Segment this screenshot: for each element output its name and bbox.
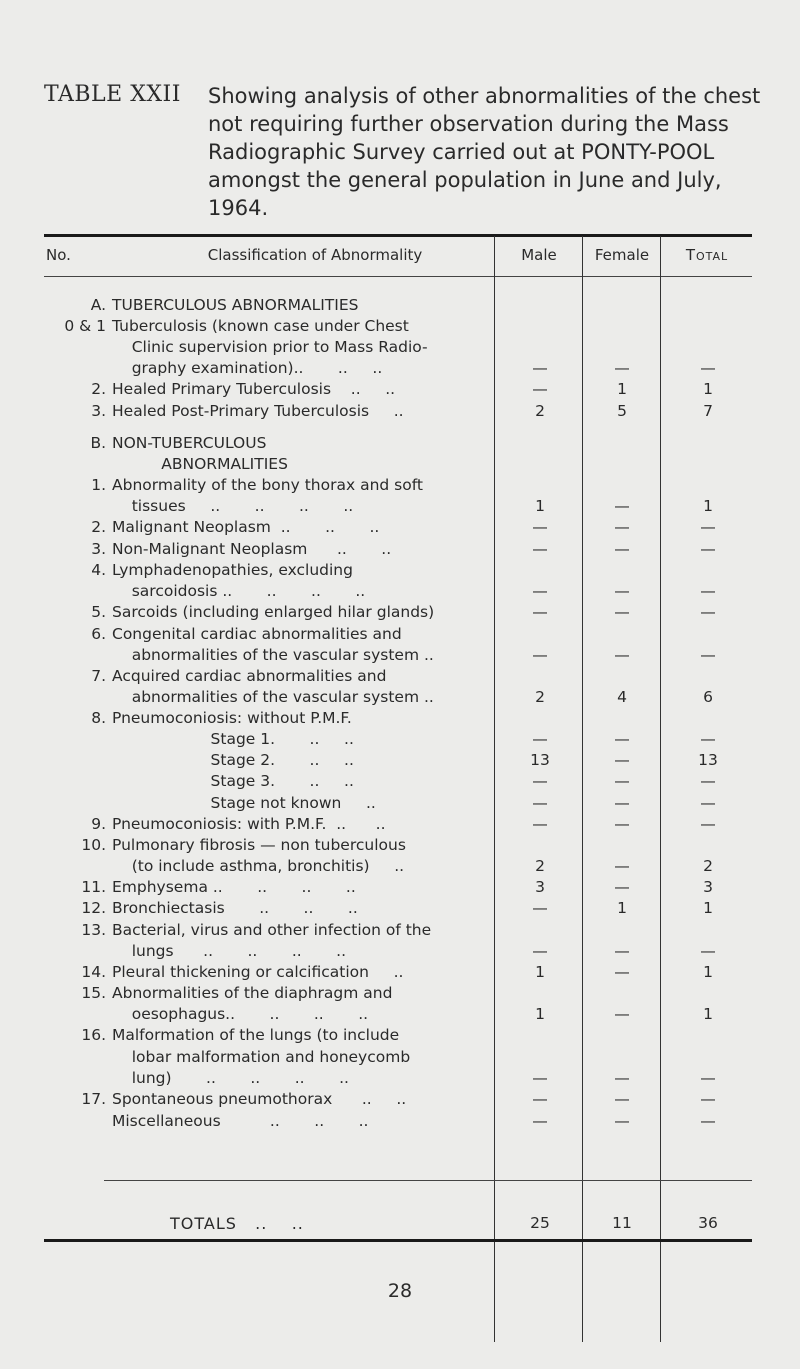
row-number: 1. [91, 476, 106, 494]
row-classification: (to include asthma, bronchitis) .. [112, 857, 405, 875]
row-total: 6 [703, 688, 713, 706]
row-male: — [532, 815, 548, 833]
row-classification: Spontaneous pneumothorax .. .. [112, 1090, 407, 1108]
row-classification: lobar malformation and honeycomb [112, 1048, 411, 1066]
row-male: 2 [535, 402, 545, 420]
row-total: 13 [698, 751, 718, 769]
row-number: 3. [91, 402, 106, 420]
row-number: 4. [91, 561, 106, 579]
row-total: — [700, 942, 716, 960]
row-female: — [614, 1090, 630, 1108]
totals-female: 11 [612, 1214, 632, 1232]
row-classification: Non-Malignant Neoplasm .. .. [112, 540, 392, 558]
row-total: — [700, 646, 716, 664]
row-male: — [532, 582, 548, 600]
row-female: — [614, 751, 630, 769]
row-total: 2 [703, 857, 713, 875]
row-male: — [532, 646, 548, 664]
row-classification: Healed Primary Tuberculosis .. .. [112, 380, 396, 398]
row-classification: Stage 3. .. .. [112, 772, 354, 790]
row-female: — [614, 794, 630, 812]
row-classification: Pulmonary fibrosis — non tuberculous [112, 836, 406, 854]
row-total: — [700, 1069, 716, 1087]
row-classification: Miscellaneous .. .. .. [112, 1112, 369, 1130]
page-number: 28 [387, 1280, 413, 1302]
table-caption-text: Showing analysis of other abnormalities of the chest not requiring further observation during the Mass Radiographic Survey carried out at PONTY-POOL amongst the general population in June and July, 1964. [208, 84, 761, 220]
row-female: — [614, 878, 630, 896]
row-total: 3 [703, 878, 713, 896]
row-male: — [532, 540, 548, 558]
row-total: — [700, 518, 716, 536]
row-female: — [614, 1112, 630, 1130]
row-classification: TUBERCULOUS ABNORMALITIES [112, 296, 359, 314]
row-female: 1 [617, 380, 627, 398]
row-number: 17. [81, 1090, 106, 1108]
row-female: — [614, 963, 630, 981]
row-female: — [614, 857, 630, 875]
row-male: — [532, 899, 548, 917]
row-total: — [700, 359, 716, 377]
row-female: — [614, 815, 630, 833]
row-classification: Acquired cardiac abnormalities and [112, 667, 387, 685]
bottom-rule [44, 1239, 752, 1242]
row-classification: lungs .. .. .. .. [112, 942, 347, 960]
row-female: — [614, 942, 630, 960]
row-female: — [614, 540, 630, 558]
row-male: 1 [535, 497, 545, 515]
row-total: 1 [703, 380, 713, 398]
row-male: 3 [535, 878, 545, 896]
row-female: — [614, 1005, 630, 1023]
row-number: 3. [91, 540, 106, 558]
row-classification: Emphysema .. .. .. .. [112, 878, 356, 896]
row-classification: Healed Post-Primary Tuberculosis .. [112, 402, 404, 420]
row-male: 1 [535, 963, 545, 981]
row-female: 4 [617, 688, 627, 706]
row-classification: Pleural thickening or calcification .. [112, 963, 404, 981]
row-classification: Abnormalities of the diaphragm and [112, 984, 393, 1002]
row-female: 5 [617, 402, 627, 420]
row-total: — [700, 815, 716, 833]
row-number: 0 & 1 [64, 317, 106, 335]
row-classification: lung) .. .. .. .. [112, 1069, 349, 1087]
row-male: — [532, 942, 548, 960]
row-number: 7. [91, 667, 106, 685]
row-classification: abnormalities of the vascular system .. [112, 688, 434, 706]
row-classification: graphy examination).. .. .. [112, 359, 383, 377]
row-classification: Sarcoids (including enlarged hilar glands) [112, 603, 435, 621]
row-classification: Malformation of the lungs (to include [112, 1026, 400, 1044]
row-classification: Abnormality of the bony thorax and soft [112, 476, 423, 494]
row-female: — [614, 582, 630, 600]
row-number: 2. [91, 518, 106, 536]
row-male: — [532, 1069, 548, 1087]
row-number: 12. [81, 899, 106, 917]
row-total: — [700, 603, 716, 621]
row-male: — [532, 1090, 548, 1108]
top-rule [44, 234, 752, 237]
row-female: — [614, 772, 630, 790]
row-total: — [700, 540, 716, 558]
row-male: 2 [535, 688, 545, 706]
row-number: 5. [91, 603, 106, 621]
row-male: — [532, 730, 548, 748]
row-classification: sarcoidosis .. .. .. .. [112, 582, 366, 600]
row-number: 16. [81, 1026, 106, 1044]
column-divider-male [494, 236, 495, 1342]
row-male: 2 [535, 857, 545, 875]
row-classification: Pneumoconiosis: without P.M.F. [112, 709, 352, 727]
row-male: 1 [535, 1005, 545, 1023]
row-number: 8. [91, 709, 106, 727]
totals-rule [104, 1180, 752, 1181]
row-number: 14. [81, 963, 106, 981]
column-divider-total [660, 236, 661, 1342]
row-classification: Stage 2. .. .. [112, 751, 354, 769]
row-total: — [700, 794, 716, 812]
row-classification: Stage not known .. [112, 794, 376, 812]
row-classification: Tuberculosis (known case under Chest [112, 317, 409, 335]
row-classification: Malignant Neoplasm .. .. .. [112, 518, 380, 536]
row-total: — [700, 1090, 716, 1108]
row-classification: abnormalities of the vascular system .. [112, 646, 434, 664]
row-number: A. [90, 296, 106, 314]
row-total: — [700, 582, 716, 600]
row-classification: Stage 1. .. .. [112, 730, 354, 748]
header-male: Male [521, 246, 557, 264]
row-total: 1 [703, 963, 713, 981]
row-male: — [532, 1112, 548, 1130]
totals-label: TOTALS .. .. [170, 1214, 304, 1233]
row-classification: Bacterial, virus and other infection of the [112, 921, 432, 939]
row-number: 13. [81, 921, 106, 939]
row-female: — [614, 359, 630, 377]
table-label: TABLE XXII [44, 82, 181, 107]
row-female: 1 [617, 899, 627, 917]
row-total: 1 [703, 497, 713, 515]
row-number: 11. [81, 878, 106, 896]
totals-male: 25 [530, 1214, 550, 1232]
row-classification: oesophagus.. .. .. .. [112, 1005, 369, 1023]
row-female: — [614, 730, 630, 748]
row-classification: Lymphadenopathies, excluding [112, 561, 353, 579]
row-total: — [700, 1112, 716, 1130]
column-divider-female [582, 236, 583, 1342]
row-male: 13 [530, 751, 550, 769]
row-total: — [700, 730, 716, 748]
row-classification: tissues .. .. .. .. [112, 497, 354, 515]
row-number: 15. [81, 984, 106, 1002]
row-number: B. [90, 434, 106, 452]
row-number: 10. [81, 836, 106, 854]
row-total: 1 [703, 1005, 713, 1023]
header-classification: Classification of Abnormality [207, 246, 423, 264]
row-male: — [532, 380, 548, 398]
row-classification: ABNORMALITIES [112, 455, 288, 473]
row-female: — [614, 518, 630, 536]
row-number: 2. [91, 380, 106, 398]
row-classification: Bronchiectasis .. .. .. [112, 899, 358, 917]
row-total: 1 [703, 899, 713, 917]
row-female: — [614, 1069, 630, 1087]
row-classification: Congenital cardiac abnormalities and [112, 625, 402, 643]
header-no: No. [46, 246, 71, 264]
row-female: — [614, 646, 630, 664]
row-male: — [532, 359, 548, 377]
row-female: — [614, 603, 630, 621]
row-number: 6. [91, 625, 106, 643]
header-rule [44, 276, 752, 277]
row-classification: Clinic supervision prior to Mass Radio- [112, 338, 428, 356]
header-total: Total [685, 246, 729, 264]
row-male: — [532, 518, 548, 536]
header-female: Female [594, 246, 650, 264]
row-classification: NON-TUBERCULOUS [112, 434, 267, 452]
row-male: — [532, 603, 548, 621]
row-male: — [532, 772, 548, 790]
row-total: — [700, 772, 716, 790]
row-total: 7 [703, 402, 713, 420]
row-female: — [614, 497, 630, 515]
totals-total: 36 [698, 1214, 718, 1232]
row-classification: Pneumoconiosis: with P.M.F. .. .. [112, 815, 386, 833]
row-male: — [532, 794, 548, 812]
row-number: 9. [91, 815, 106, 833]
